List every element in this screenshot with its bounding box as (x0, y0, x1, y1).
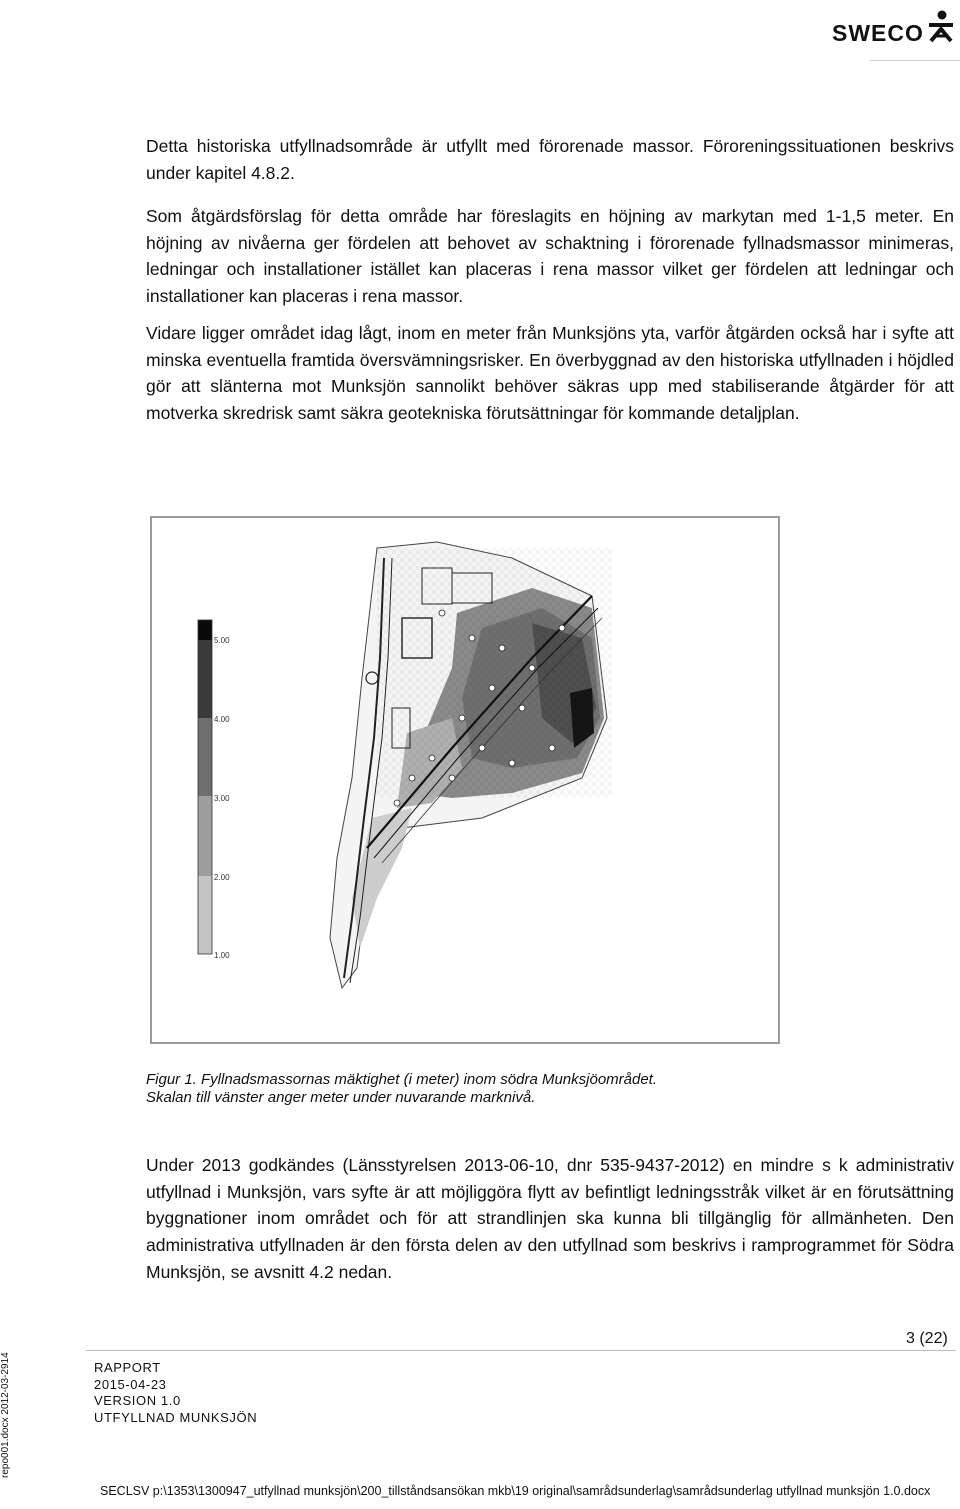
file-path: SECLSV p:\1353\1300947_utfyllnad munksjön\200_tillståndsansökan mkb\19 original\samrådsunderlag\samrådsunderlag utfyllnad munksjön 1.0.docx (100, 1484, 931, 1498)
footer-version: VERSION 1.0 (94, 1393, 181, 1409)
page-number: 3 (22) (906, 1330, 948, 1347)
scale-label-1: 1.00 (214, 951, 230, 960)
header-rule (870, 60, 960, 61)
fill-thickness-map-figure (150, 516, 780, 1044)
paragraph-3: Vidare ligger området idag lågt, inom en meter från Munksjöns yta, varför åtgärden också har i syfte att minska eventuella framtida översvämningsrisker. En överbyggnad av den historiska utfyllnaden i höjdled gör att slänterna mot Munksjön sannolikt behöver säkras upp med stabiliserande åtgärder för att motverka skredrisk samt säkra geotekniska förutsättningar för kommande detaljplan. (146, 323, 954, 424)
caption-line-1: Figur 1. Fyllnadsmassornas mäktighet (i meter) inom södra Munksjöområdet. (146, 1071, 658, 1088)
footer-rule (86, 1350, 956, 1351)
footer-info (94, 1360, 257, 1426)
paragraph-4: Under 2013 godkändes (Länsstyrelsen 2013-06-10, dnr 535-9437-2012) en mindre s k administrativ utfyllnad i Munksjön, vars syfte är att möjliggöra flytt av befintligt ledningsstråk vilket är en förutsättning byggnationer inom området och för att strandlinjen ska kunna bli tillgänglig för allmänheten. Den administrativa utfyllnaden är den första delen av den utfyllnad som beskrivs i ramprogrammet för Södra Munksjön, se avsnitt 4.2 nedan. (146, 1155, 954, 1282)
map-area (330, 542, 612, 988)
depth-scale-bar (198, 620, 230, 960)
scale-label-4: 4.00 (214, 715, 230, 724)
figure-caption (146, 1071, 657, 1107)
side-template-id: repo001.docx 2012-03-2914 (0, 1352, 11, 1478)
scale-label-2: 2.00 (214, 873, 230, 882)
paragraph-2: Som åtgärdsförslag för detta område har föreslagits en höjning av markytan med 1-1,5 meter. En höjning av nivåerna ger fördelen att behovet av schaktning i förorenade fyllnadsmassor minimeras, ledningar och installationer istället kan placeras i rena massor vilket ger fördelen att ledningar och installationer kan placeras i rena massor. (146, 206, 954, 307)
footer-doc-type: RAPPORT (94, 1360, 161, 1375)
paragraph-1: Detta historiska utfyllnadsområde är utfyllt med förorenade massor. Föroreningssituationen beskrivs under kapitel 4.8.2. (146, 136, 954, 183)
logo-text: SWECO (832, 20, 924, 46)
footer-date: 2015-04-23 (94, 1376, 167, 1392)
caption-line-2: Skalan till vänster anger meter under nuvarande marknivå. (146, 1089, 536, 1106)
sweco-logo (832, 10, 956, 46)
scale-label-5: 5.00 (214, 636, 230, 645)
sweco-figure-icon (926, 10, 956, 44)
scale-label-3: 3.00 (214, 794, 230, 803)
footer-project: UTFYLLNAD MUNKSJÖN (94, 1409, 258, 1425)
fill-thickness-map (152, 518, 778, 1042)
